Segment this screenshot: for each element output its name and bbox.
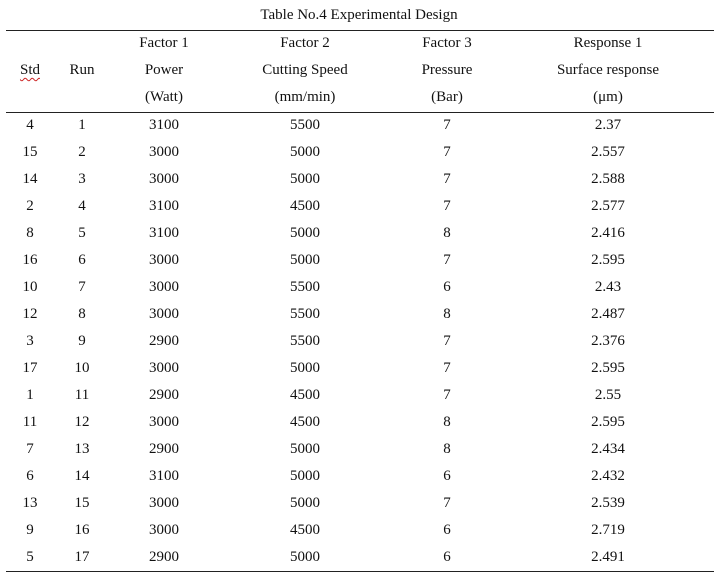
- table-body: [6, 112, 714, 571]
- cell-std: 7: [26, 441, 34, 457]
- cell-pressure: 7: [443, 252, 451, 268]
- cell-pressure: 6: [443, 279, 451, 295]
- table-row: [6, 463, 714, 490]
- cell-std: 15: [22, 144, 38, 160]
- cell-run: 10: [74, 360, 90, 376]
- cell-cutting-speed: 5500: [290, 333, 320, 349]
- header-pressure-line2: Pressure: [421, 62, 473, 78]
- table-row: [6, 382, 714, 409]
- cell-power: 3000: [149, 306, 179, 322]
- cell-pressure: 7: [443, 117, 451, 133]
- cell-surface-response: 2.557: [591, 144, 625, 160]
- header-run-line2: Run: [69, 62, 95, 78]
- cell-power: 3000: [149, 414, 179, 430]
- cell-cutting-speed: 5000: [290, 495, 320, 511]
- cell-pressure: 6: [443, 468, 451, 484]
- cell-cutting-speed: 4500: [290, 198, 320, 214]
- cell-power: 3000: [149, 144, 179, 160]
- table-row: [6, 490, 714, 517]
- cell-std: 13: [22, 495, 38, 511]
- cell-power: 3000: [149, 495, 179, 511]
- cell-cutting-speed: 5000: [290, 252, 320, 268]
- cell-run: 7: [78, 279, 86, 295]
- cell-surface-response: 2.595: [591, 360, 625, 376]
- cell-power: 3100: [149, 225, 179, 241]
- cell-power: 3000: [149, 171, 179, 187]
- cell-std: 4: [26, 117, 34, 133]
- table-row: [6, 301, 714, 328]
- header-speed-line2: Cutting Speed: [262, 62, 348, 78]
- header-response-unit: (μm): [593, 89, 623, 105]
- table-row: [6, 139, 714, 166]
- cell-pressure: 7: [443, 387, 451, 403]
- table-row: [6, 328, 714, 355]
- cell-cutting-speed: 5500: [290, 117, 320, 133]
- cell-cutting-speed: 5000: [290, 171, 320, 187]
- cell-pressure: 7: [443, 198, 451, 214]
- cell-std: 3: [26, 333, 34, 349]
- cell-cutting-speed: 5000: [290, 144, 320, 160]
- cell-surface-response: 2.487: [591, 306, 625, 322]
- cell-surface-response: 2.491: [591, 549, 625, 565]
- cell-pressure: 7: [443, 171, 451, 187]
- cell-cutting-speed: 5000: [290, 441, 320, 457]
- cell-power: 2900: [149, 333, 179, 349]
- cell-std: 16: [22, 252, 38, 268]
- cell-pressure: 6: [443, 522, 451, 538]
- header-speed-line1: Factor 2: [280, 35, 330, 51]
- header-row-unit: [6, 84, 714, 111]
- cell-power: 3100: [149, 198, 179, 214]
- cell-cutting-speed: 5500: [290, 306, 320, 322]
- cell-surface-response: 2.416: [591, 225, 625, 241]
- cell-run: 1: [78, 117, 86, 133]
- cell-run: 14: [74, 468, 90, 484]
- table-row: [6, 220, 714, 247]
- cell-power: 3000: [149, 522, 179, 538]
- cell-power: 2900: [149, 441, 179, 457]
- cell-surface-response: 2.37: [594, 117, 622, 133]
- cell-pressure: 7: [443, 144, 451, 160]
- cell-surface-response: 2.376: [591, 333, 625, 349]
- header-power-unit: (Watt): [145, 89, 183, 105]
- header-pressure-unit: (Bar): [431, 89, 463, 105]
- cell-run: 4: [78, 198, 86, 214]
- cell-cutting-speed: 5000: [290, 225, 320, 241]
- cell-cutting-speed: 4500: [290, 522, 320, 538]
- cell-power: 3000: [149, 252, 179, 268]
- cell-std: 12: [22, 306, 38, 322]
- cell-std: 2: [26, 198, 34, 214]
- cell-surface-response: 2.595: [591, 252, 625, 268]
- table-row: [6, 517, 714, 544]
- cell-run: 2: [78, 144, 86, 160]
- cell-std: 1: [26, 387, 34, 403]
- header-std-label: Std: [19, 62, 40, 78]
- cell-run: 9: [78, 333, 86, 349]
- table-row: [6, 166, 714, 193]
- table-row: [6, 544, 714, 571]
- cell-pressure: 8: [443, 441, 451, 457]
- table-row: [6, 112, 714, 139]
- cell-std: 6: [26, 468, 34, 484]
- cell-surface-response: 2.43: [594, 279, 622, 295]
- cell-run: 17: [74, 549, 90, 565]
- cell-surface-response: 2.55: [594, 387, 622, 403]
- header-response-line1: Response 1: [573, 35, 643, 51]
- cell-cutting-speed: 5000: [290, 549, 320, 565]
- table-row: [6, 409, 714, 436]
- cell-surface-response: 2.539: [591, 495, 625, 511]
- cell-pressure: 8: [443, 414, 451, 430]
- cell-std: 14: [22, 171, 38, 187]
- cell-pressure: 8: [443, 306, 451, 322]
- cell-run: 5: [78, 225, 86, 241]
- header-power-line2: Power: [144, 62, 184, 78]
- cell-cutting-speed: 5000: [290, 468, 320, 484]
- table-row: [6, 193, 714, 220]
- cell-std: 17: [22, 360, 38, 376]
- header-row-name: [6, 57, 714, 84]
- cell-run: 8: [78, 306, 86, 322]
- cell-pressure: 7: [443, 360, 451, 376]
- cell-run: 6: [78, 252, 86, 268]
- table-header: [6, 30, 714, 112]
- cell-surface-response: 2.434: [591, 441, 625, 457]
- header-speed-unit: (mm/min): [274, 89, 336, 105]
- header-response-line2: Surface response: [556, 62, 660, 78]
- cell-std: 10: [22, 279, 38, 295]
- cell-surface-response: 2.595: [591, 414, 625, 430]
- cell-cutting-speed: 4500: [290, 414, 320, 430]
- table-row: [6, 247, 714, 274]
- cell-std: 5: [26, 549, 34, 565]
- cell-surface-response: 2.577: [591, 198, 625, 214]
- cell-power: 3000: [149, 279, 179, 295]
- cell-power: 2900: [149, 549, 179, 565]
- cell-run: 12: [74, 414, 90, 430]
- cell-std: 8: [26, 225, 34, 241]
- cell-power: 2900: [149, 387, 179, 403]
- header-std-line2: [12, 57, 48, 84]
- cell-run: 13: [74, 441, 90, 457]
- cell-run: 3: [78, 171, 86, 187]
- cell-pressure: 6: [443, 549, 451, 565]
- table-row: [6, 355, 714, 382]
- cell-surface-response: 2.588: [591, 171, 625, 187]
- header-power-line1: Factor 1: [139, 35, 189, 51]
- cell-std: 11: [22, 414, 38, 430]
- cell-pressure: 7: [443, 495, 451, 511]
- cell-std: 9: [26, 522, 34, 538]
- cell-pressure: 8: [443, 225, 451, 241]
- cell-pressure: 7: [443, 333, 451, 349]
- header-pressure-line1: Factor 3: [422, 35, 472, 51]
- cell-cutting-speed: 4500: [290, 387, 320, 403]
- header-row-factor: [6, 30, 714, 57]
- cell-cutting-speed: 5000: [290, 360, 320, 376]
- cell-cutting-speed: 5500: [290, 279, 320, 295]
- table-row: [6, 274, 714, 301]
- cell-power: 3000: [149, 360, 179, 376]
- table-bottom-rule: [6, 571, 714, 572]
- cell-surface-response: 2.719: [591, 522, 625, 538]
- cell-power: 3100: [149, 117, 179, 133]
- cell-power: 3100: [149, 468, 179, 484]
- cell-surface-response: 2.432: [591, 468, 625, 484]
- table-caption: Table No.4 Experimental Design: [260, 7, 458, 23]
- table-row: [6, 436, 714, 463]
- cell-run: 16: [74, 522, 90, 538]
- cell-run: 15: [74, 495, 90, 511]
- cell-run: 11: [74, 387, 90, 403]
